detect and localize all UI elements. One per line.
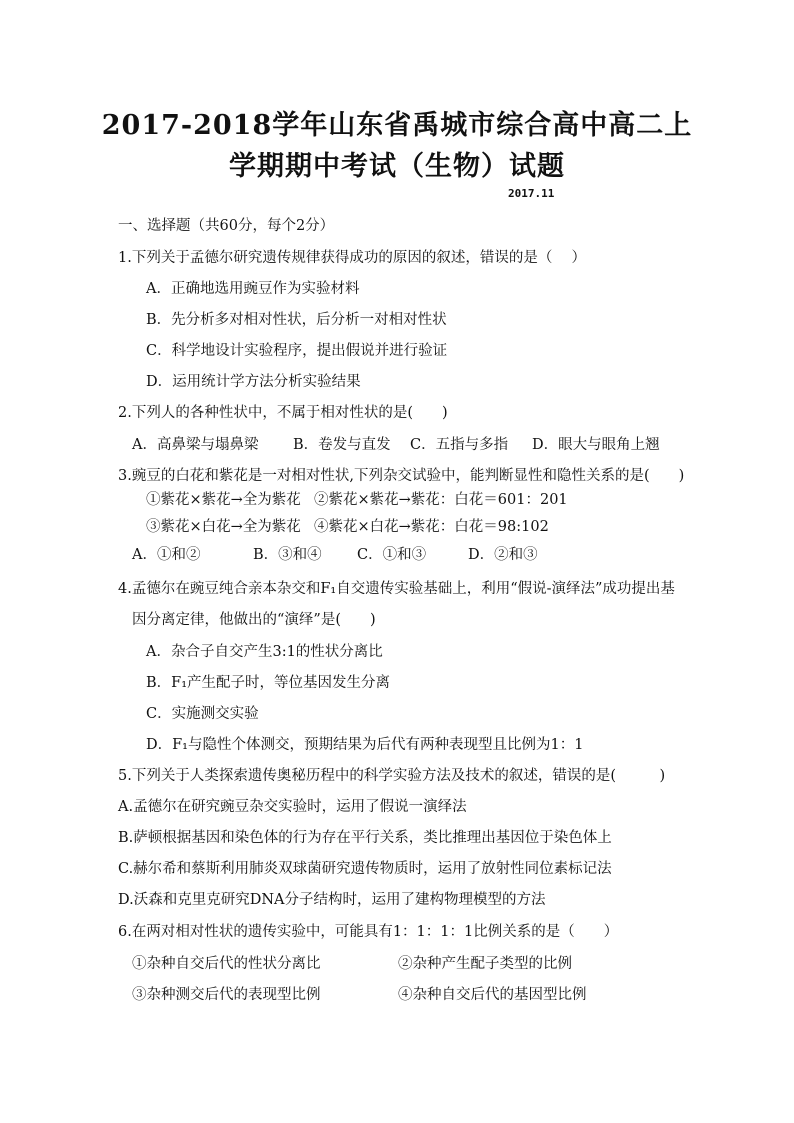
question-3-option-d: D．②和③ — [468, 547, 538, 563]
question-2-option-c: C．五指与多指 — [410, 437, 509, 453]
question-4-stem-line-1: 4.孟德尔在豌豆纯合亲本杂交和F₁自交遗传实验基础上，利用“假说-演绎法”成功提出基 — [118, 581, 675, 597]
section-heading: 一、选择题（共60分，每个2分） — [118, 218, 335, 234]
question-1-stem: 1.下列关于孟德尔研究遗传规律获得成功的原因的叙述，错误的是（ ） — [118, 250, 586, 266]
question-6-item-2: ②杂种产生配子类型的比例 — [398, 956, 572, 972]
question-4-stem-line-2: 因分离定律，他做出的“演绎”是( ) — [132, 612, 376, 628]
question-1-option-c: C．科学地设计实验程序，提出假说并进行验证 — [146, 343, 448, 359]
question-2-stem: 2.下列人的各种性状中，不属于相对性状的是( ) — [118, 405, 448, 421]
question-6-item-4: ④杂种自交后代的基因型比例 — [398, 987, 587, 1003]
question-3-option-a: A．①和② — [132, 547, 201, 563]
exam-date: 2017.11 — [508, 187, 555, 200]
question-5-option-c: C.赫尔希和蔡斯利用肺炎双球菌研究遗传物质时，运用了放射性同位素标记法 — [118, 861, 612, 877]
question-3-item-3: ③紫花×白花→全为紫花 — [146, 519, 301, 535]
question-3-item-1: ①紫花×紫花→全为紫花 — [146, 492, 301, 508]
question-3-stem: 3.豌豆的白花和紫花是一对相对性状,下列杂交试验中，能判断显性和隐性关系的是( ) — [118, 468, 685, 484]
question-1-option-a: A．正确地选用豌豆作为实验材料 — [146, 281, 360, 297]
question-2-option-d: D．眼大与眼角上翘 — [532, 437, 660, 453]
question-3-item-4: ④紫花×白花→紫花：白花＝98:102 — [314, 519, 549, 535]
question-2-option-a: A．高鼻梁与塌鼻梁 — [132, 437, 259, 453]
question-1-option-b: B．先分析多对相对性状，后分析一对相对性状 — [146, 312, 447, 328]
question-5-stem: 5.下列关于人类探索遗传奥秘历程中的科学实验方法及技术的叙述，错误的是( ) — [118, 768, 666, 784]
title-line-1: 2017-2018学年山东省禹城市综合高中高二上 — [101, 110, 693, 141]
question-2-option-b: B．卷发与直发 — [293, 437, 391, 453]
question-6-stem: 6.在两对相对性状的遗传实验中，可能具有1：1：1：1比例关系的是（ ） — [118, 924, 619, 940]
title-line-2: 学期期中考试（生物）试题 — [229, 151, 565, 182]
question-3-item-2: ②紫花×紫花→紫花：白花＝601：201 — [314, 492, 568, 508]
question-3-option-b: B．③和④ — [253, 547, 322, 563]
question-5-option-b: B.萨顿根据基因和染色体的行为存在平行关系，类比推理出基因位于染色体上 — [118, 830, 612, 846]
question-1-option-d: D．运用统计学方法分析实验结果 — [146, 374, 361, 390]
question-4-option-d: D．F₁与隐性个体测交，预期结果为后代有两种表现型且比例为1：1 — [146, 737, 584, 753]
question-6-item-1: ①杂种自交后代的性状分离比 — [132, 956, 321, 972]
question-5-option-a: A.孟德尔在研究豌豆杂交实验时，运用了假说一演绎法 — [118, 799, 467, 815]
question-4-option-c: C．实施测交实验 — [146, 706, 259, 722]
question-3-option-c: C．①和③ — [357, 547, 427, 563]
question-4-option-a: A．杂合子自交产生3:1的性状分离比 — [146, 644, 383, 660]
question-6-item-3: ③杂种测交后代的表现型比例 — [132, 987, 321, 1003]
question-5-option-d: D.沃森和克里克研究DNA分子结构时，运用了建构物理模型的方法 — [118, 892, 546, 908]
question-4-option-b: B．F₁产生配子时，等位基因发生分离 — [146, 675, 391, 691]
